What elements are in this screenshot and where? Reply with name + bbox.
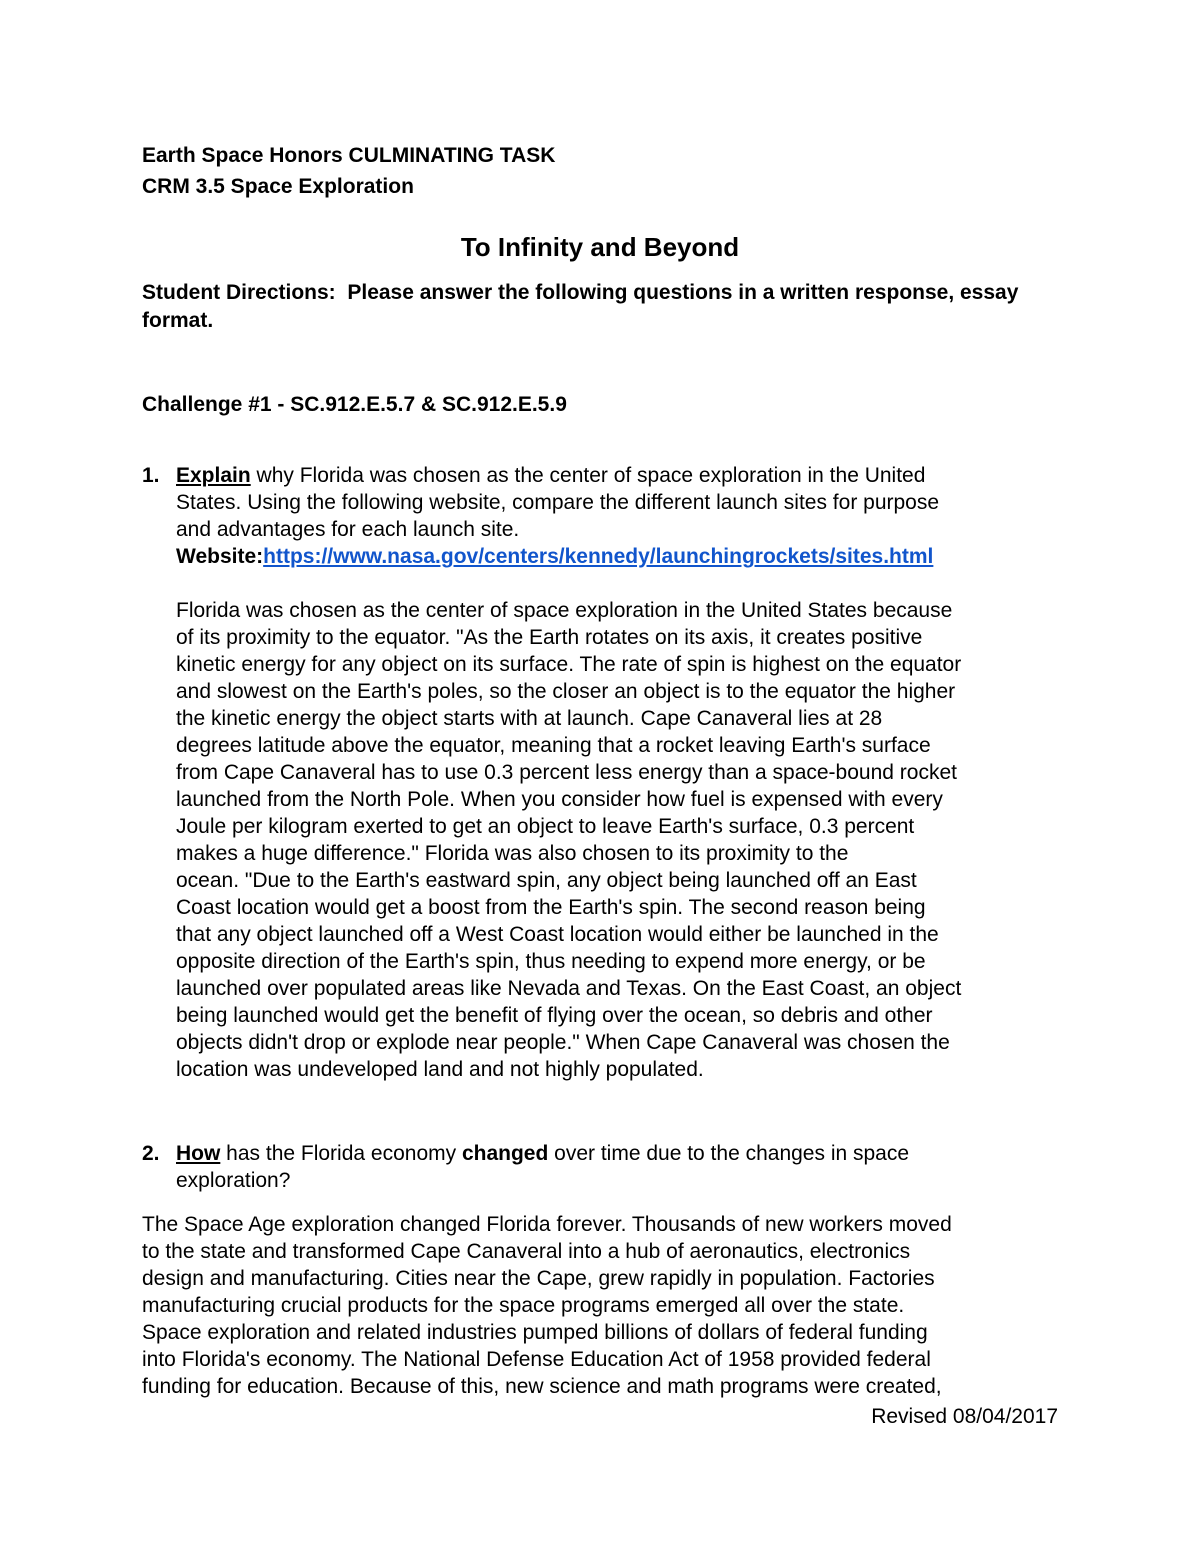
student-directions — [142, 279, 1062, 335]
question-1-line: Explain why Florida was chosen as the center of space exploration in the United — [176, 464, 926, 487]
nasa-launch-sites-link[interactable]: https://www.nasa.gov/centers/kennedy/launchingrockets/sites.html — [263, 545, 934, 568]
page-title: To Infinity and Beyond — [460, 232, 740, 262]
answer-2-line: into Florida's economy. The National Defense Education Act of 1958 provided federal — [142, 1348, 931, 1371]
answer-2-line: The Space Age exploration changed Florida forever. Thousands of new workers moved — [142, 1213, 952, 1236]
course-title: Earth Space Honors CULMINATING TASK — [142, 144, 556, 167]
answer-1-line: Florida was chosen as the center of space exploration in the United States because — [176, 599, 953, 622]
answer-1-line: objects didn't drop or explode near people." When Cape Canaveral was chosen the — [176, 1031, 950, 1054]
question-2-keyword-changed: changed — [461, 1142, 549, 1165]
answer-1-line: makes a huge difference." Florida was also chosen to its proximity to the — [176, 842, 849, 865]
question-2-number: 2. — [142, 1142, 160, 1165]
answer-1-line: from Cape Canaveral has to use 0.3 percent less energy than a space-bound rocket — [176, 761, 957, 784]
answer-2 — [142, 1211, 1082, 1400]
website-line — [176, 543, 1076, 570]
answer-2-line: funding for education. Because of this, new science and math programs were created, — [142, 1375, 942, 1398]
answer-1-line: kinetic energy for any object on its surface. The rate of spin is highest on the equator — [176, 653, 962, 676]
unit-title: CRM 3.5 Space Exploration — [142, 175, 414, 198]
answer-1-line: Coast location would get a boost from the Earth's spin. The second reason being — [176, 896, 926, 919]
answer-2-line: Space exploration and related industries pumped billions of dollars of federal funding — [142, 1321, 928, 1344]
answer-1-line: of its proximity to the equator. "As the Earth rotates on its axis, it creates positive — [176, 626, 923, 649]
answer-1-line: and slowest on the Earth's poles, so the closer an object is to the equator the higher — [176, 680, 956, 703]
question-1-line: and advantages for each launch site. — [176, 518, 520, 541]
spacer — [176, 570, 1076, 597]
question-2-line: exploration? — [176, 1169, 291, 1192]
answer-1-line: the kinetic energy the object starts with at launch. Cape Canaveral lies at 28 — [176, 707, 883, 730]
answer-2-line: to the state and transformed Cape Canaveral into a hub of aeronautics, electronics — [142, 1240, 911, 1263]
answer-1-line: launched from the North Pole. When you consider how fuel is expensed with every — [176, 788, 943, 811]
answer-1-line: that any object launched off a West Coast location would either be launched in the — [176, 923, 939, 946]
question-1-line: States. Using the following website, compare the different launch sites for purpose — [176, 491, 940, 514]
revision-date: Revised 08/04/2017 — [871, 1405, 1058, 1428]
challenge-heading: Challenge #1 - SC.912.E.5.7 & SC.912.E.5.9 — [142, 393, 567, 416]
answer-2-line: design and manufacturing. Cities near the Cape, grew rapidly in population. Factories — [142, 1267, 935, 1290]
question-1-number: 1. — [142, 464, 160, 487]
answer-1-line: Joule per kilogram exerted to get an object to leave Earth's surface, 0.3 percent — [176, 815, 915, 838]
website-label: Website: — [176, 545, 264, 568]
question-1-keyword: Explain — [176, 464, 251, 487]
answer-1-line: being launched would get the benefit of flying over the ocean, so debris and other — [176, 1004, 933, 1027]
question-1 — [176, 462, 1076, 1083]
answer-1-line: location was undeveloped land and not highly populated. — [176, 1058, 704, 1081]
directions-text: Please answer the following questions in a written response, essay format. — [142, 281, 1019, 332]
directions-label: Student Directions: — [142, 281, 336, 304]
question-2 — [176, 1140, 1076, 1194]
answer-1-line: degrees latitude above the equator, meaning that a rocket leaving Earth's surface — [176, 734, 931, 757]
answer-1-line: ocean. "Due to the Earth's eastward spin, any object being launched off an East — [176, 869, 917, 892]
answer-1-line: launched over populated areas like Nevada and Texas. On the East Coast, an object — [176, 977, 962, 1000]
answer-2-line: manufacturing crucial products for the space programs emerged all over the state. — [142, 1294, 905, 1317]
answer-1-line: opposite direction of the Earth's spin, thus needing to expend more energy, or be — [176, 950, 926, 973]
question-2-line: How has the Florida economy changed over time due to the changes in space — [176, 1142, 910, 1165]
question-2-keyword-how: How — [176, 1142, 221, 1165]
